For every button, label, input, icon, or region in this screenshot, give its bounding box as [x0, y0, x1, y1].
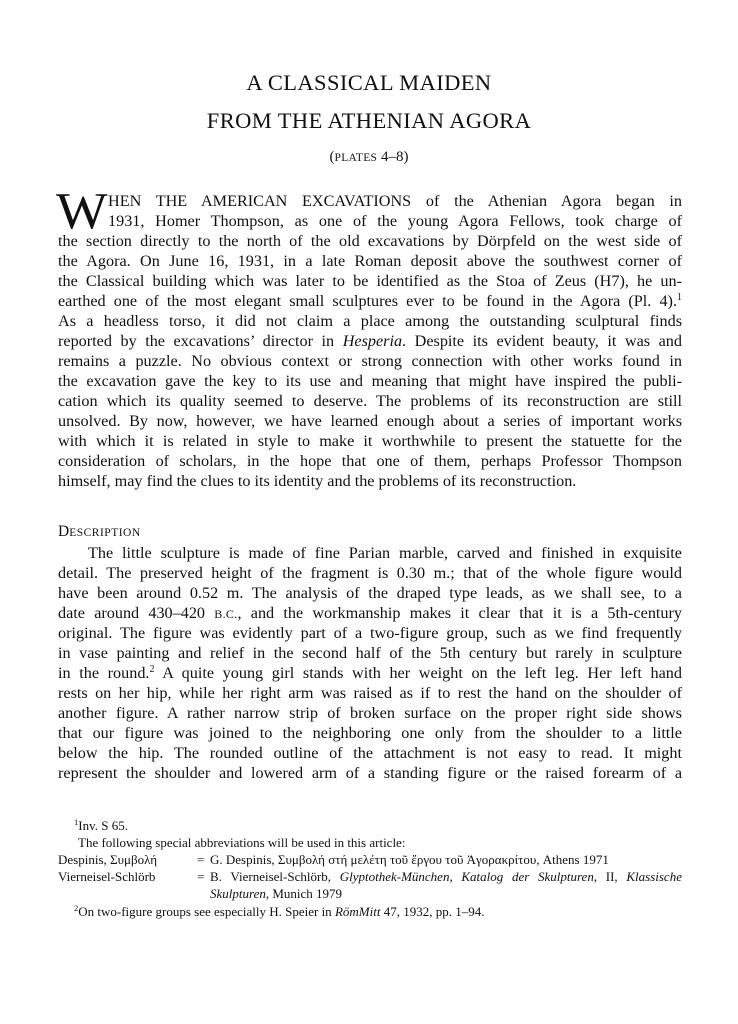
section-heading-description: [58, 524, 141, 540]
footnote-1-text: Inv. S 65.: [78, 818, 128, 833]
intro-line-6: [58, 291, 682, 311]
plates-range: 4–8): [377, 149, 409, 165]
intro-line-8-a: reported by the excavations’ director in: [58, 332, 343, 350]
abbr-2-text-c: , II,: [593, 869, 627, 884]
intro-line-8-b: . Despite its evident beauty, it was and: [402, 332, 682, 350]
abbr-2-text-b: Glyptothek-München, Katalog der Skulpturen: [339, 869, 594, 884]
intro-line-14: consideration of scholars, in the hope that one of them, perhaps Professor Thompson: [58, 452, 682, 470]
footnote-ref-2[interactable]: 2: [149, 664, 155, 675]
drop-cap: W: [56, 183, 105, 240]
desc-line-12: represent the shoulder and lowered arm of a standing figure or the raised forearm of a: [58, 764, 682, 782]
intro-line-12: unsolved. By now, however, we have learned enough about a series of important works: [58, 412, 682, 430]
plates-open: (: [329, 149, 335, 165]
footnote-2-mark: 2: [74, 903, 79, 913]
plates-label: PLATES: [334, 152, 378, 164]
bc-abbr: B.C.: [214, 607, 238, 621]
desc-line-7: [58, 663, 682, 683]
article-title-line-2: FROM THE ATHENIAN AGORA: [206, 108, 532, 133]
abbr-2-text-d: Klassische: [626, 869, 682, 884]
abbreviations-intro: The following special abbreviations will be used in this article:: [78, 835, 406, 850]
footnote-1-mark: 1: [74, 817, 79, 827]
intro-line-6-text: earthed one of the most elegant small sculptures ever to be found in the Agora (Pl. 4).: [58, 292, 677, 310]
desc-line-4-a: date around 430–420: [58, 604, 215, 622]
footnote-ref-1[interactable]: 1: [677, 292, 682, 303]
desc-line-11: below the hip. The rounded outline of the attachment is not easy to read. It might: [58, 744, 682, 762]
abbr-1-text: G. Despinis, Συμβολή στή μελέτη τοῦ ἔργου τοῦ Ἀγορακρίτου, Athens 1971: [210, 852, 609, 867]
desc-line-4-b: , and the workmanship makes it clear that it is a 5th-century: [237, 604, 682, 622]
intro-line-10: the excavation gave the key to its use and meaning that might have inspired the publi-: [58, 372, 682, 390]
intro-line-9: remains a puzzle. No obvious context or strong connection with other works found in: [58, 352, 682, 370]
intro-line-7: As a headless torso, it did not claim a place among the outstanding sculptural finds: [58, 312, 682, 330]
intro-line-1: HEN THE AMERICAN EXCAVATIONS of the Athenian Agora began in: [108, 192, 682, 210]
desc-line-7-b: A quite young girl stands with her weight on the left leg. Her left hand: [154, 664, 682, 682]
desc-line-2: detail. The preserved height of the fragment is 0.30 m.; that of the whole figure would: [58, 564, 682, 582]
abbr-2-label: Vierneisel-Schlörb: [58, 869, 156, 884]
heading-initial: D: [58, 523, 70, 540]
abbr-1-label: [58, 851, 157, 869]
intro-line-15: himself, may find the clues to its identity and the problems of its reconstruction.: [58, 472, 577, 490]
footnote-2-text-c: 47, 1932, pp. 1–94.: [380, 904, 485, 919]
desc-line-5: original. The figure was evidently part of a two-figure group, such as we find frequently: [58, 624, 682, 642]
desc-line-7-a: in the round.: [58, 664, 150, 682]
desc-line-3: have been around 0.52 m. The analysis of the draped type leads, as we shall see, to a: [58, 584, 682, 602]
heading-rest: ESCRIPTION: [69, 527, 141, 539]
journal-hesperia: Hesperia: [342, 332, 403, 350]
plates-reference: [0, 150, 738, 165]
intro-line-13: with which it is related in style to make it worthwhile to present the statuette for the: [58, 432, 682, 450]
desc-line-6: in vase painting and relief in the second half of the 5th century but rarely in sculpture: [58, 644, 682, 662]
desc-line-9: another figure. A rather narrow strip of broken surface on the proper right side shows: [58, 704, 682, 722]
intro-line-3: the section directly to the north of the old excavations by Dörpfeld on the west side of: [58, 232, 682, 250]
desc-line-1: The little sculpture is made of fine Parian marble, carved and finished in exquisite: [88, 544, 682, 562]
footnote-1: [74, 817, 128, 835]
footnote-2-journal: RömMitt: [334, 904, 381, 919]
footnote-2: [74, 903, 484, 921]
abbr-2-text: [210, 868, 682, 886]
intro-line-4: the Agora. On June 16, 1931, in a late Roman deposit above the southwest corner of: [58, 252, 682, 270]
desc-line-10: that our figure was joined to the neighboring one only from the shoulder to a little: [58, 724, 682, 742]
intro-line-2: 1931, Homer Thompson, as one of the young Agora Fellows, took charge of: [108, 212, 682, 230]
abbr-1-equals: =: [197, 852, 205, 867]
desc-line-4: [58, 603, 682, 624]
abbr-2-text-e: Skulpturen: [210, 886, 266, 901]
desc-line-8: rests on her hip, while her right arm was raised as if to rest the hand on the shoulder of: [58, 684, 682, 702]
abbr-1-label-text: Despinis, Συμβολή: [58, 852, 158, 867]
intro-line-11: cation which its quality seemed to deserve. The problems of its reconstruction are still: [58, 392, 682, 410]
abbr-2-text-f: , Munich 1979: [265, 886, 343, 901]
abbr-2-equals: =: [197, 869, 205, 884]
footnote-2-text-a: On two-figure groups see especially H. Speier in: [78, 904, 335, 919]
intro-line-5: the Classical building which was later to be identified as the Stoa of Zeus (H7), he un-: [58, 272, 682, 290]
abbr-2-text-a: B. Vierneisel-Schlörb,: [210, 869, 340, 884]
abbr-2-text-cont: [210, 885, 342, 903]
intro-line-8: [58, 331, 682, 351]
article-title-line-1: A CLASSICAL MAIDEN: [246, 70, 492, 95]
